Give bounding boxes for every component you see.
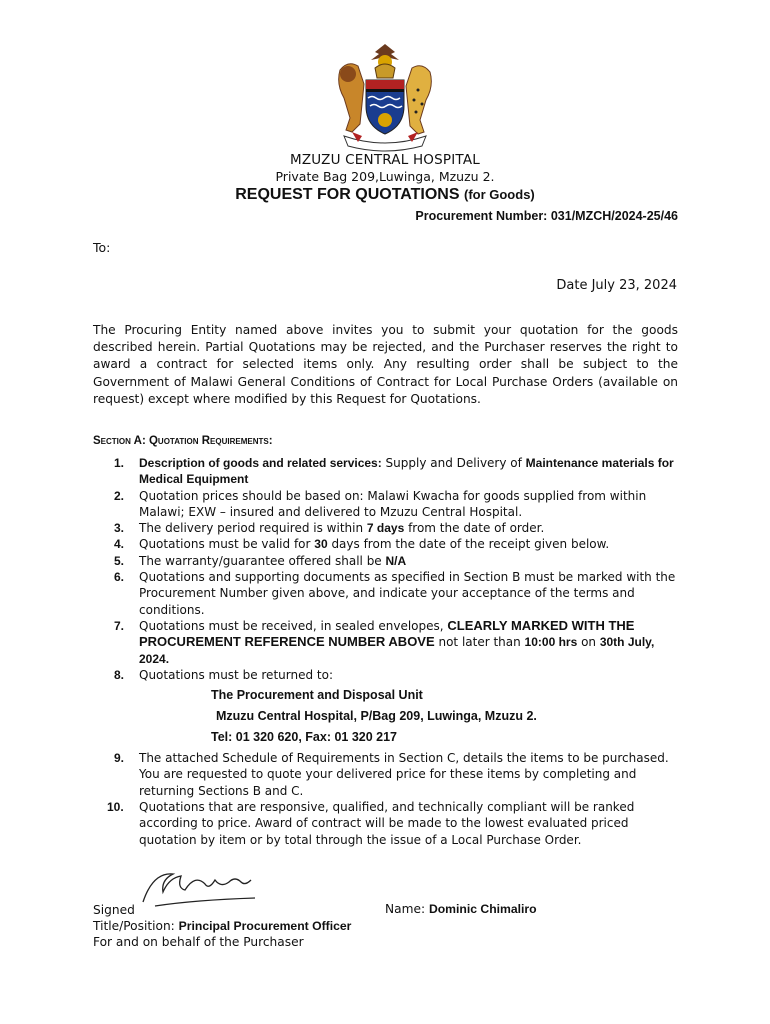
list-item: 3. The delivery period required is within 7 days from the date of order. [114,521,545,536]
list-item: 5. The warranty/guarantee offered shall be N/A [114,553,407,568]
list-item: 10. Quotations that are responsive, qualified, and technically compliant will be ranked according to price. Award of contract will be made to the lowest evaluated priced quotation by item or by total through the issue of a Local Purchase Order. [107,800,635,847]
requirements-list [93,455,683,848]
list-item: 2. Quotation prices should be based on: Malawi Kwacha for goods supplied from within Malawi; EXW – insured and delivered to Mzuzu Central Hospital. [114,488,647,519]
signoff-block [93,902,351,950]
title-suffix: (for Goods) [463,187,535,202]
list-item: 6. Quotations and supporting documents as specified in Section B must be marked with the Procurement Number given above, and indicate your acceptance of the terms and conditions. [114,570,676,617]
procurement-number [415,209,678,223]
title-value: Principal Procurement Officer [178,919,352,933]
procurement-label: Procurement Number: [415,209,548,223]
name-value: Dominic Chimaliro [428,902,537,916]
signatory-name [385,902,537,916]
title-position [93,918,351,934]
return-address-line: The Procurement and Disposal Unit [211,688,423,703]
list-item: 1. Description of goods and related services: Supply and Delivery of Maintenance materials for Medical Equipment [114,456,674,487]
section-a-heading: Section A: Quotation Requirements: [93,435,273,447]
name-label: Name: [385,902,429,916]
hospital-address: Private Bag 209,Luwinga, Mzuzu 2. [275,169,495,184]
procurement-value: 031/MZCH/2024-25/46 [550,209,678,223]
return-address-contact: Tel: 01 320 620, Fax: 01 320 217 [211,730,398,745]
return-address-line: Mzuzu Central Hospital, P/Bag 209, Luwinga, Mzuzu 2. [216,709,537,724]
list-item: 4. Quotations must be valid for 30 days from the date of the receipt given below. [114,537,610,552]
list-item: 9. The attached Schedule of Requirements in Section C, details the items to be purchased. You are requested to quote your delivered price for these items by completing and returning Sections B and C. [114,751,669,798]
signed-label: Signed [93,903,135,917]
intro-paragraph: The Procuring Entity named above invites you to submit your quotation for the goods described herein. Partial Quotations may be rejected, and the Purchaser reserves the right to award a contract for selected items only. Any resulting order shall be subject to the Government of Malawi General Conditions of Contract for Local Purchase Orders (available on request) except where modified by this Request for Quotations. [93,323,678,406]
list-item: 8. Quotations must be returned to: [114,667,333,682]
malawi-coat-of-arms-icon [330,40,440,152]
behalf-text: For and on behalf of the Purchaser [93,935,304,949]
document-date: Date July 23, 2024 [556,278,677,293]
list-item: 7. Quotations must be received, in sealed envelopes, CLEARLY MARKED WITH THE PROCUREMENT REFERENCE NUMBER ABOVE not later than 10:00 hrs on 30th July, 2024. [114,617,655,666]
hospital-name: MZUZU CENTRAL HOSPITAL [290,152,480,168]
to-label: To: [93,240,111,255]
title-label: Title/Position: [93,919,179,933]
title-main: REQUEST FOR QUOTATIONS [235,186,460,203]
return-address [93,685,683,748]
document-title [0,186,770,204]
